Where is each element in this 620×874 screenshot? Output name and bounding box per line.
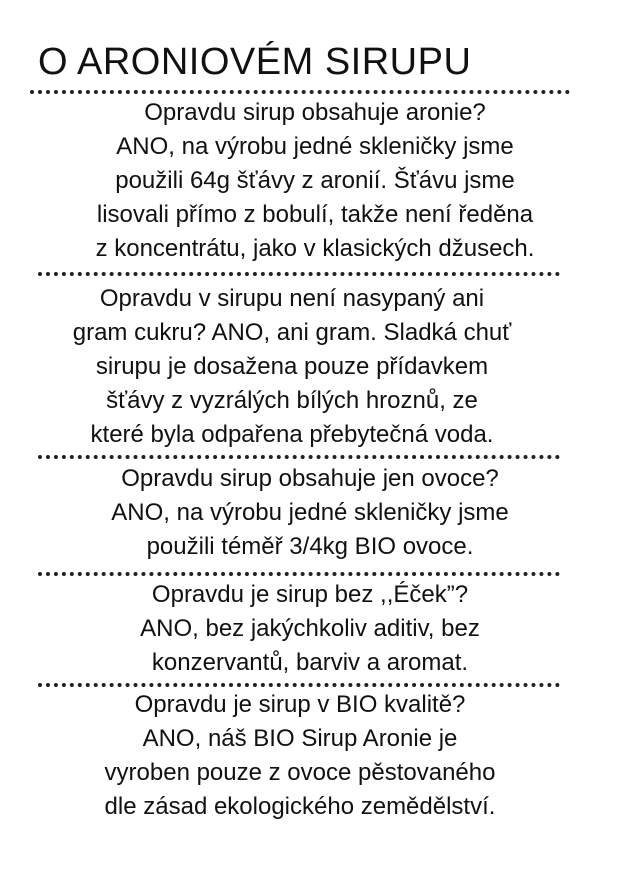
dotted-divider: [38, 272, 560, 276]
faq-answer-line: použili téměř 3/4kg BIO ovoce.: [146, 533, 474, 560]
faq-answer-line: vyroben pouze z ovoce pěstovaného: [104, 759, 496, 786]
faq-question: Opravdu v sirupu není nasypaný ani: [99, 285, 485, 312]
faq-section-cukr: [12, 282, 572, 452]
dotted-divider: [38, 572, 560, 576]
faq-section-ovoce: [20, 462, 600, 564]
dotted-divider: [30, 90, 570, 94]
faq-answer-line: ANO, na výrobu jedné skleničky jsme: [111, 499, 509, 526]
faq-answer-line: ANO, na výrobu jedné skleničky jsme: [116, 133, 514, 160]
faq-section-bio: [20, 688, 580, 824]
faq-answer-line: z koncentrátu, jako v klasických džusech.: [95, 235, 535, 262]
faq-answer-line: lisovali přímo z bobulí, takže není ředěna: [96, 201, 534, 228]
faq-answer-line: které byla odpařena přebytečná voda.: [90, 421, 494, 448]
page-title: O ARONIOVÉM SIRUPU: [38, 41, 472, 83]
faq-answer-line: ANO, bez jakýchkoliv aditiv, bez: [140, 615, 480, 642]
faq-question: Opravdu je sirup bez ,,Éček”?: [151, 581, 469, 608]
faq-answer-line: dle zásad ekologického zemědělství.: [104, 793, 496, 820]
faq-answer-line: sirupu je dosažena pouze přídavkem: [95, 353, 489, 380]
faq-question: Opravdu je sirup v BIO kvalitě?: [134, 691, 466, 718]
faq-answer-line: šťávy z vyzrálých bílých hroznů, ze: [106, 387, 478, 414]
dotted-divider: [38, 455, 560, 459]
faq-answer-line: použili 64g šťávy z aronií. Šťávu jsme: [115, 167, 515, 194]
faq-question: Opravdu sirup obsahuje jen ovoce?: [121, 465, 499, 492]
faq-answer-line: ANO, náš BIO Sirup Aronie je: [142, 725, 458, 752]
faq-section-ecka: [20, 578, 600, 680]
dotted-divider: [38, 683, 560, 687]
faq-section-aronie: [40, 96, 590, 266]
faq-question: Opravdu sirup obsahuje aronie?: [144, 99, 486, 126]
faq-answer-line: konzervantů, barviv a aromat.: [151, 649, 469, 676]
faq-question: gram cukru? ANO, ani gram. Sladká chuť: [72, 319, 512, 346]
